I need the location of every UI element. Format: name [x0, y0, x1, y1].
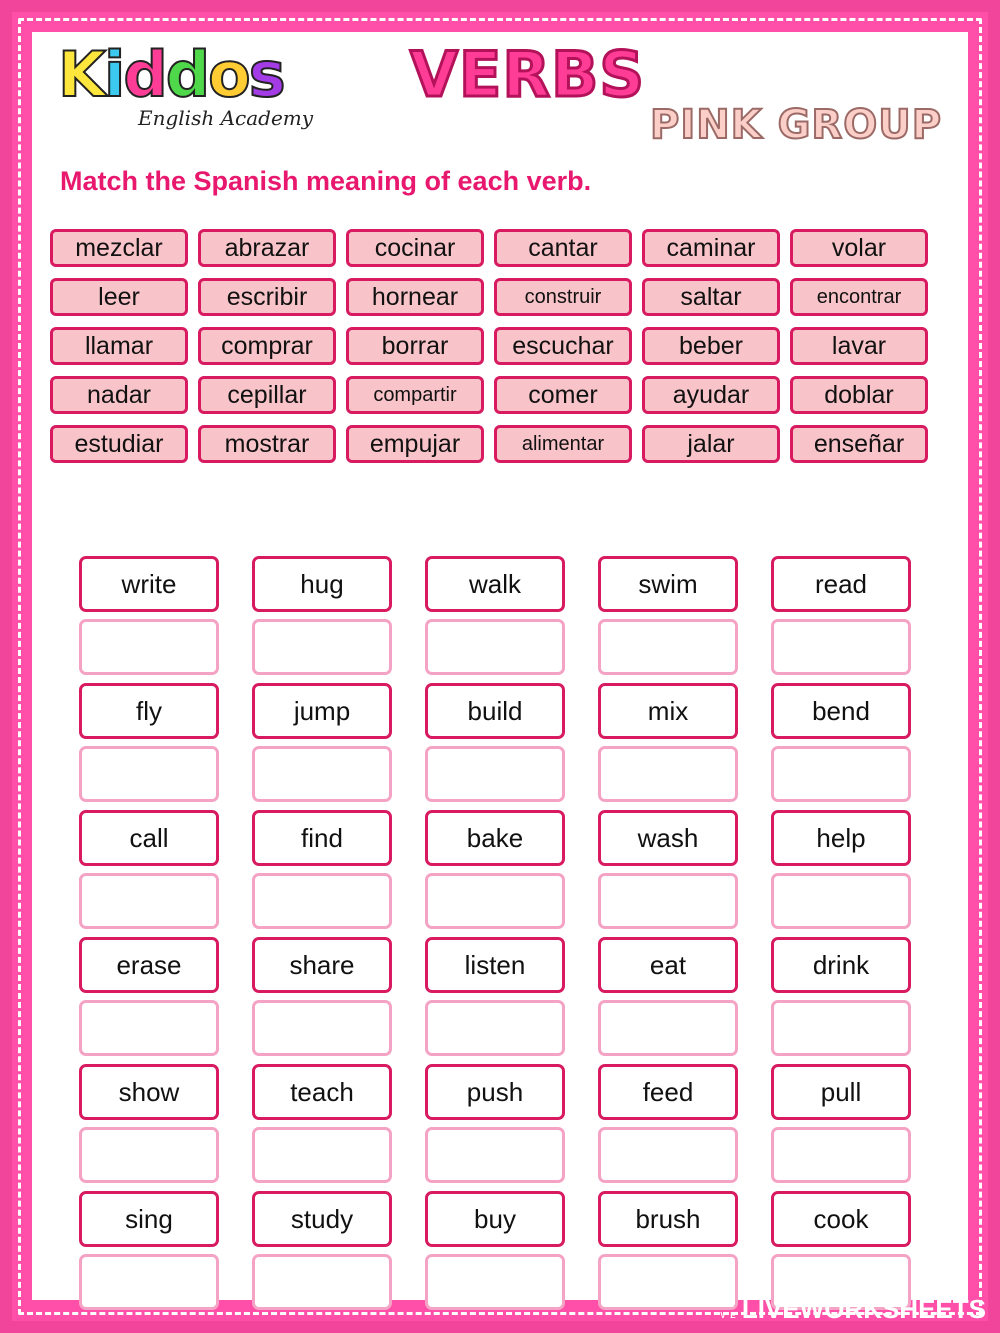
spanish-word-chip[interactable]: cocinar — [346, 229, 484, 267]
answer-input[interactable] — [252, 619, 392, 675]
answer-input[interactable] — [79, 619, 219, 675]
spanish-word-chip[interactable]: borrar — [346, 327, 484, 365]
english-verb-label: help — [771, 810, 911, 866]
english-verb-label: show — [79, 1064, 219, 1120]
answer-input[interactable] — [252, 1254, 392, 1310]
answer-input[interactable] — [79, 873, 219, 929]
spanish-word-chip[interactable]: hornear — [346, 278, 484, 316]
english-verb-label: brush — [598, 1191, 738, 1247]
english-verb-label: fly — [79, 683, 219, 739]
answer-input[interactable] — [79, 1254, 219, 1310]
liveworksheets-logo-icon — [718, 1299, 738, 1321]
logo-wordmark — [58, 38, 284, 111]
english-verb-label: share — [252, 937, 392, 993]
answer-input[interactable] — [425, 873, 565, 929]
logo-letter: K — [58, 38, 105, 111]
spanish-word-chip[interactable]: empujar — [346, 425, 484, 463]
verb-column — [252, 556, 392, 1318]
spanish-word-chip[interactable]: abrazar — [198, 229, 336, 267]
spanish-word-chip[interactable]: leer — [50, 278, 188, 316]
spanish-word-chip[interactable]: mezclar — [50, 229, 188, 267]
page-title: VERBS — [410, 38, 645, 111]
logo-letter: d — [123, 38, 166, 111]
instruction-text: Match the Spanish meaning of each verb. — [60, 166, 592, 196]
answer-input[interactable] — [252, 1000, 392, 1056]
answer-input[interactable] — [425, 746, 565, 802]
spanish-word-chip[interactable]: cepillar — [198, 376, 336, 414]
english-verb-label: find — [252, 810, 392, 866]
english-verb-label: listen — [425, 937, 565, 993]
spanish-word-chip[interactable]: enseñar — [790, 425, 928, 463]
english-verb-label: pull — [771, 1064, 911, 1120]
answer-input[interactable] — [598, 1000, 738, 1056]
spanish-word-chip[interactable]: caminar — [642, 229, 780, 267]
english-verb-label: bend — [771, 683, 911, 739]
kiddos-logo — [58, 38, 318, 144]
verb-column — [79, 556, 219, 1318]
english-verb-label: push — [425, 1064, 565, 1120]
answer-input[interactable] — [771, 746, 911, 802]
answer-input[interactable] — [252, 746, 392, 802]
spanish-word-chip[interactable]: jalar — [642, 425, 780, 463]
english-verb-label: bake — [425, 810, 565, 866]
answer-input[interactable] — [79, 1127, 219, 1183]
english-verb-label: study — [252, 1191, 392, 1247]
english-verb-label: buy — [425, 1191, 565, 1247]
english-verb-label: drink — [771, 937, 911, 993]
answer-input[interactable] — [771, 1127, 911, 1183]
english-verb-label: mix — [598, 683, 738, 739]
spanish-word-chip[interactable]: doblar — [790, 376, 928, 414]
spanish-word-chip[interactable]: beber — [642, 327, 780, 365]
logo-subtitle: English Academy — [138, 106, 314, 130]
answer-input[interactable] — [598, 1127, 738, 1183]
spanish-word-chip[interactable]: compartir — [346, 376, 484, 414]
verb-column — [598, 556, 738, 1318]
english-verb-label: eat — [598, 937, 738, 993]
answer-input[interactable] — [771, 873, 911, 929]
verb-column — [771, 556, 911, 1318]
spanish-word-chip[interactable]: construir — [494, 278, 632, 316]
brand-mark-letter: V — [720, 1310, 726, 1320]
spanish-word-chip[interactable]: lavar — [790, 327, 928, 365]
answer-input[interactable] — [425, 1127, 565, 1183]
spanish-word-chip[interactable]: mostrar — [198, 425, 336, 463]
verb-column — [425, 556, 565, 1318]
english-verb-label: teach — [252, 1064, 392, 1120]
logo-letter: i — [104, 38, 124, 111]
answer-input[interactable] — [252, 873, 392, 929]
spanish-word-chip[interactable]: nadar — [50, 376, 188, 414]
logo-letter: o — [208, 38, 249, 111]
english-verb-label: erase — [79, 937, 219, 993]
liveworksheets-brand — [718, 1294, 986, 1325]
answer-input[interactable] — [598, 746, 738, 802]
answer-input[interactable] — [425, 1254, 565, 1310]
spanish-word-chip[interactable]: comer — [494, 376, 632, 414]
brand-text: LIVEWORKSHEETS — [741, 1294, 986, 1324]
english-verb-label: swim — [598, 556, 738, 612]
answer-input[interactable] — [79, 746, 219, 802]
english-verb-label: jump — [252, 683, 392, 739]
english-verb-label: feed — [598, 1064, 738, 1120]
answer-input[interactable] — [425, 1000, 565, 1056]
answer-input[interactable] — [598, 619, 738, 675]
spanish-word-chip[interactable]: escuchar — [494, 327, 632, 365]
logo-letter: d — [165, 38, 209, 111]
brand-mark-letter: I — [731, 1299, 734, 1309]
group-subtitle: PINK GROUP — [650, 102, 943, 148]
spanish-word-chip[interactable]: alimentar — [494, 425, 632, 463]
english-verb-grid — [79, 556, 919, 1318]
english-verb-label: sing — [79, 1191, 219, 1247]
logo-letter: s — [248, 38, 284, 111]
spanish-word-chip[interactable]: comprar — [198, 327, 336, 365]
spanish-word-chip[interactable]: estudiar — [50, 425, 188, 463]
brand-mark-letter: E — [730, 1310, 736, 1320]
english-verb-label: read — [771, 556, 911, 612]
spanish-word-chip[interactable]: escribir — [198, 278, 336, 316]
answer-input[interactable] — [771, 619, 911, 675]
spanish-word-chip[interactable]: encontrar — [790, 278, 928, 316]
english-verb-label: walk — [425, 556, 565, 612]
english-verb-label: write — [79, 556, 219, 612]
english-verb-label: cook — [771, 1191, 911, 1247]
answer-input[interactable] — [425, 619, 565, 675]
answer-input[interactable] — [79, 1000, 219, 1056]
brand-mark-letter: L — [720, 1299, 726, 1309]
spanish-word-chip[interactable]: volar — [790, 229, 928, 267]
spanish-word-chip[interactable]: cantar — [494, 229, 632, 267]
answer-input[interactable] — [598, 873, 738, 929]
spanish-word-bank — [50, 229, 942, 463]
spanish-word-chip[interactable]: llamar — [50, 327, 188, 365]
answer-input[interactable] — [252, 1127, 392, 1183]
english-verb-label: call — [79, 810, 219, 866]
spanish-word-chip[interactable]: ayudar — [642, 376, 780, 414]
spanish-word-chip[interactable]: saltar — [642, 278, 780, 316]
english-verb-label: wash — [598, 810, 738, 866]
english-verb-label: hug — [252, 556, 392, 612]
answer-input[interactable] — [771, 1000, 911, 1056]
english-verb-label: build — [425, 683, 565, 739]
